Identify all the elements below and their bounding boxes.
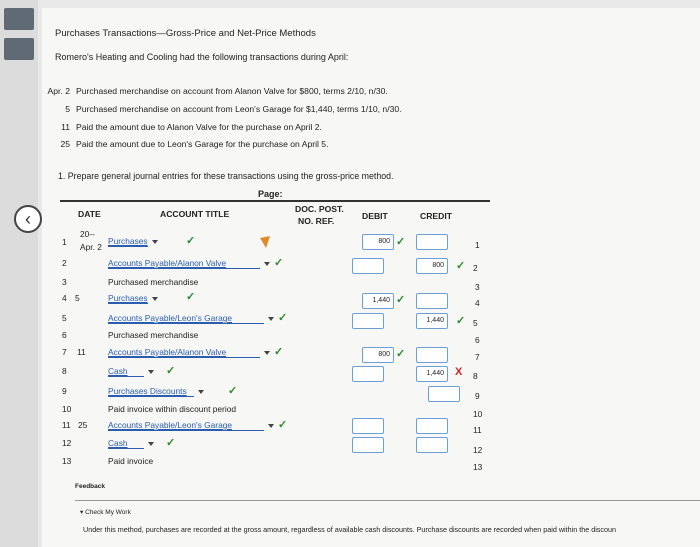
row-number: 13 [62, 456, 72, 466]
account-select[interactable]: Purchases [108, 236, 158, 247]
credit-input[interactable] [416, 293, 448, 309]
caret-down-icon [152, 297, 158, 301]
back-button[interactable] [14, 205, 42, 233]
credit-input[interactable]: 1,440 [416, 366, 448, 382]
row-number: 6 [62, 330, 67, 340]
row-number-right: 4 [475, 298, 480, 308]
row-number-right: 6 [475, 335, 480, 345]
col-header-date: DATE [78, 209, 101, 219]
check-my-work-toggle[interactable]: ▾ Check My Work [80, 509, 131, 516]
credit-input[interactable] [416, 234, 448, 250]
check-icon: ✓ [274, 346, 284, 358]
col-header-no-ref: NO. REF. [298, 216, 335, 226]
account-select[interactable]: Accounts Payable/Leon's Garage [108, 420, 274, 431]
debit-input[interactable]: 1,440 [362, 293, 394, 309]
check-icon: ✓ [166, 365, 176, 377]
year-label: 20-- [80, 229, 95, 239]
left-sidebar [0, 0, 38, 547]
check-icon: ✓ [396, 236, 406, 248]
caret-down-icon [268, 317, 274, 321]
debit-input[interactable] [352, 437, 384, 453]
explanation-text: Paid invoice [108, 456, 154, 466]
credit-input[interactable]: 800 [416, 258, 448, 274]
account-select[interactable]: Cash [108, 366, 154, 377]
caret-down-icon [152, 240, 158, 244]
row-number: 1 [62, 237, 67, 247]
credit-input[interactable] [416, 418, 448, 434]
row-number-right: 10 [473, 409, 483, 419]
explanation-text: Purchased merchandise [108, 277, 199, 287]
col-header-doc-post: DOC. POST. [295, 204, 344, 214]
transaction-line: 11 Paid the amount due to Alanon Valve for the purchase on April 2. [61, 122, 322, 132]
explanation-text: Purchased merchandise [108, 330, 199, 340]
caret-down-icon [268, 424, 274, 428]
row-date: Apr. 2 [80, 242, 102, 252]
row-number: 4 [62, 293, 67, 303]
sidebar-button[interactable] [4, 38, 34, 60]
caret-down-icon [264, 262, 270, 266]
feedback-text: Under this method, purchases are recorded at the gross amount, regardless of available cash discounts. Purchase discounts are recorded when paid within the discoun [83, 525, 616, 534]
check-icon: ✓ [456, 315, 466, 327]
check-icon: ✓ [228, 385, 238, 397]
account-select[interactable]: Purchases Discounts [108, 386, 204, 397]
row-number-right: 8 [473, 371, 478, 381]
problem-intro: Romero's Heating and Cooling had the following transactions during April: [55, 52, 349, 62]
row-number-right: 1 [475, 240, 480, 250]
col-header-credit: CREDIT [420, 211, 452, 221]
col-header-debit: DEBIT [362, 211, 388, 221]
check-icon: ✓ [274, 257, 284, 269]
row-number-right: 5 [473, 318, 478, 328]
sidebar-button[interactable] [4, 8, 34, 30]
row-number: 10 [62, 404, 72, 414]
check-icon: ✓ [186, 235, 196, 247]
row-date: 5 [75, 293, 80, 303]
credit-input[interactable]: 1,440 [416, 313, 448, 329]
feedback-divider [75, 500, 700, 501]
transaction-line: 25 Paid the amount due to Leon's Garage for the purchase on April 5. [60, 139, 329, 149]
transaction-line: Apr. 2 Purchased merchandise on account from Alanon Valve for $800, terms 2/10, n/30. [47, 86, 388, 96]
check-icon: ✓ [456, 260, 466, 272]
page-label: Page: [258, 189, 283, 199]
row-number-right: 13 [473, 462, 483, 472]
row-number: 12 [62, 438, 72, 448]
row-number: 5 [62, 313, 67, 323]
caret-down-icon [264, 351, 270, 355]
account-select[interactable]: Accounts Payable/Alanon Valve [108, 347, 270, 358]
cursor-pointer-icon [258, 234, 272, 250]
caret-down-icon [198, 390, 204, 394]
row-number: 8 [62, 366, 67, 376]
debit-input[interactable] [352, 258, 384, 274]
cross-icon: X [455, 366, 463, 378]
row-number-right: 3 [475, 282, 480, 292]
account-select[interactable]: Purchases [108, 293, 158, 304]
row-number: 11 [62, 420, 71, 430]
check-icon: ✓ [278, 312, 288, 324]
chevron-left-icon: ‹ [25, 208, 31, 229]
explanation-text: Paid invoice within discount period [108, 404, 237, 414]
row-number-right: 2 [473, 263, 478, 273]
row-number-right: 12 [473, 445, 483, 455]
caret-down-icon [148, 442, 154, 446]
credit-input[interactable] [416, 437, 448, 453]
question-1: 1. Prepare general journal entries for these transactions using the gross-price method. [58, 171, 394, 181]
caret-down-icon: ▾ [80, 509, 86, 516]
credit-input[interactable] [428, 386, 460, 402]
debit-input[interactable]: 800 [362, 234, 394, 250]
transaction-line: 5 Purchased merchandise on account from Leon's Garage for $1,440, terms 1/10, n/30. [65, 104, 402, 114]
row-number: 9 [62, 386, 67, 396]
check-icon: ✓ [396, 348, 406, 360]
row-date: 25 [78, 420, 88, 430]
problem-title: Purchases Transactions—Gross-Price and Net-Price Methods [55, 28, 316, 39]
account-select[interactable]: Accounts Payable/Leon's Garage [108, 313, 274, 324]
account-select[interactable]: Accounts Payable/Alanon Valve [108, 258, 270, 269]
credit-input[interactable] [416, 347, 448, 363]
row-number: 3 [62, 277, 67, 287]
check-icon: ✓ [396, 294, 406, 306]
row-number-right: 11 [473, 425, 482, 435]
feedback-label: Feedback [75, 483, 105, 490]
row-number-right: 7 [475, 352, 480, 362]
debit-input[interactable] [352, 418, 384, 434]
account-select[interactable]: Cash [108, 438, 154, 449]
row-number: 7 [62, 347, 67, 357]
caret-down-icon [148, 370, 154, 374]
col-header-account: ACCOUNT TITLE [160, 209, 230, 219]
debit-input[interactable]: 800 [362, 347, 394, 363]
check-icon: ✓ [186, 291, 196, 303]
row-date: 11 [77, 347, 86, 357]
row-number: 2 [62, 258, 67, 268]
check-icon: ✓ [278, 419, 288, 431]
row-number-right: 9 [475, 391, 480, 401]
check-icon: ✓ [166, 437, 176, 449]
debit-input[interactable] [352, 313, 384, 329]
header-rule [60, 200, 490, 202]
debit-input[interactable] [352, 366, 384, 382]
